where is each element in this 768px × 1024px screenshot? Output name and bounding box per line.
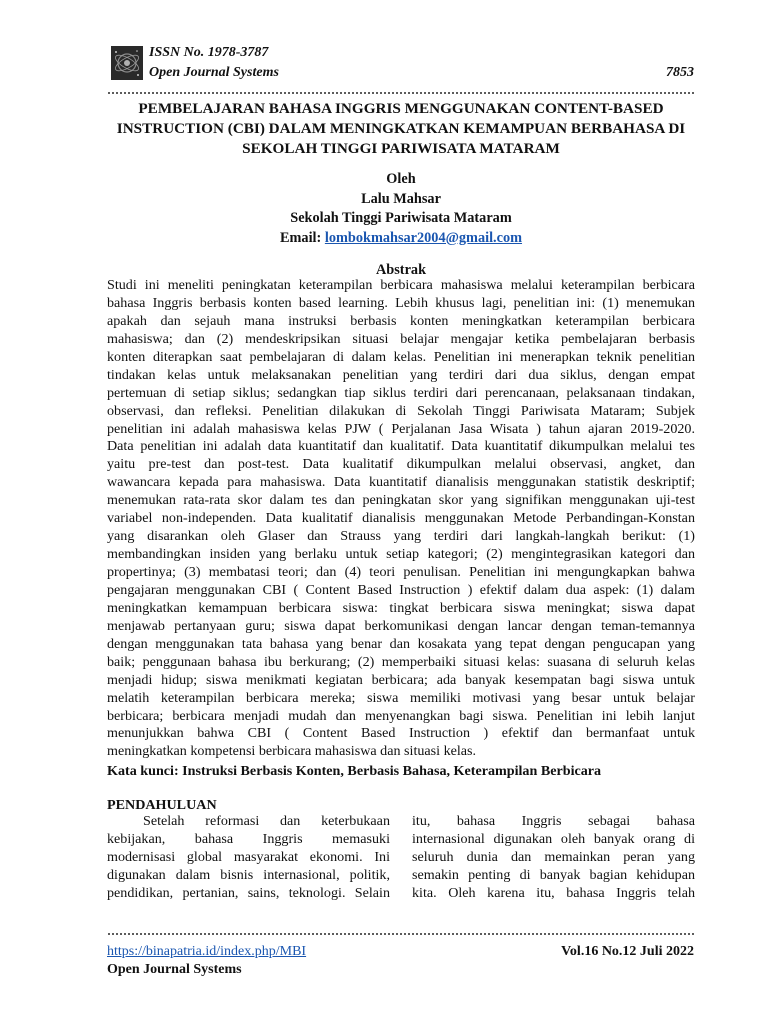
oleh-label: Oleh — [386, 171, 416, 187]
text-line: internasional digunakan oleh banyak orang di — [412, 830, 695, 847]
text-line: propertinya; (3) membatasi teori; dan (4) teori penulisan. Penelitian ini mengungkapkan bahwa — [107, 564, 695, 580]
text-line: itu, bahasa Inggris sebagai bahasa — [412, 813, 695, 829]
abstract-body — [107, 277, 695, 761]
text-line: pengajaran menggunakan CBI ( Content Based Instruction ) efektif dalam dua aspek: (1) dalam — [107, 581, 695, 598]
author-block — [107, 170, 695, 248]
journal-url-link[interactable]: https://binapatria.id/index.php/MBI — [107, 944, 307, 959]
journal-logo-icon — [111, 46, 143, 80]
text-line: meningkatkan kompetensi berbicara mahasiswa dan situasi kelas. — [107, 743, 477, 760]
footer-divider — [107, 932, 695, 936]
text-line: Data penelitian ini adalah data kuantitatif dan kualitatif. Data kuantitatif dikumpulkan melalui tes — [107, 438, 695, 455]
volume-info: Vol.16 No.12 Juli 2022 — [561, 944, 694, 959]
right-column — [412, 813, 695, 903]
author-affiliation: Sekolah Tinggi Pariwisata Mataram — [290, 210, 512, 227]
text-line: pendidikan, pertanian, sains, teknologi. Selain — [107, 884, 390, 901]
text-line: pertemuan di setiap siklus; sedangkan tiap siklus terdiri dari perencanaan, pelaksanaan tindakan, — [107, 384, 695, 401]
author-name: Lalu Mahsar — [361, 190, 441, 207]
email-label: Email: — [279, 229, 322, 246]
keywords: Kata kunci: Instruksi Berbasis Konten, Berbasis Bahasa, Keterampilan Berbicara — [107, 763, 602, 779]
text-line: dengan menggunakan tata bahasa yang benar dan kosakata yang tepat dengan pengucapan yang — [107, 635, 695, 652]
text-line: menemukan rata-rata skor dalam tes dan peningkatan skor yang signifikan menggunakan uji-test — [107, 492, 695, 509]
journal-name-header: Open Journal Systems — [149, 65, 279, 80]
text-line: observasi, dan refleksi. Penelitian dilakukan di Sekolah Tinggi Pariwisata Mataram; Subjek — [107, 402, 695, 419]
text-line: digunakan dalam bisnis internasional, politik, — [107, 866, 390, 883]
title-line: PEMBELAJARAN BAHASA INGGRIS MENGGUNAKAN CONTENT-BASED — [138, 100, 664, 117]
issn-label: ISSN No. 1978-3787 — [149, 45, 269, 60]
text-line: apakah dan sejauh mana instruksi berbasis konten meningkatkan keterampilan berbicara — [107, 312, 695, 329]
text-line: mahasiswa; dan (2) mendeskripsikan situasi belajar mengajar ketika pembelajaran berbasis — [107, 330, 695, 347]
text-line: kebijakan, bahasa Inggris memasuki — [107, 830, 390, 847]
section-heading: PENDAHULUAN — [107, 797, 217, 813]
text-line: menunjukkan bahwa CBI ( Content Based Instruction ) efektif dan bermanfaat untuk — [107, 725, 695, 742]
left-column — [107, 813, 390, 903]
email-link[interactable]: lombokmahsar2004@gmail.com — [324, 229, 523, 246]
text-line: tindakan kelas untuk melaksanakan penelitian yang terdiri dari dua siklus, dengan empat — [107, 366, 695, 383]
text-line: kita. Oleh karena itu, bahasa Inggris telah — [412, 884, 695, 901]
page-number: 7853 — [666, 65, 694, 80]
email-row — [107, 229, 695, 249]
text-line: variabel non-independen. Data kualitatif dianalisis menggunakan Metode Perbandingan-Konstan — [107, 510, 695, 527]
text-line: baik; penggunaan bahasa ibu berkurang; (2) memperbaiki situasi kelas: suasana di seluruh kelas — [107, 653, 695, 670]
journal-name-footer: Open Journal Systems — [107, 962, 242, 977]
text-line: modernisasi global masyarakat ekonomi. Ini — [107, 848, 390, 865]
header-divider — [107, 91, 695, 95]
abstract-heading: Abstrak — [375, 262, 427, 278]
text-line: seluruh dunia dan memainkan peran yang — [412, 848, 695, 865]
title-line: INSTRUCTION (CBI) DALAM MENINGKATKAN KEMAMPUAN BERBAHASA DI — [116, 120, 686, 137]
text-line: Setelah reformasi dan keterbukaan — [143, 813, 390, 829]
text-line: konten diterapkan saat pembelajaran di dalam kelas. Penelitian ini menerapkan teknik penelitian — [107, 348, 695, 365]
text-line: penelitian ini adalah mahasiswa kelas PJW ( Perjalanan Jasa Wisata ) tahun ajaran 2019-2020. — [107, 420, 695, 437]
text-line: menjadi hidup; siswa menikmati kegiatan berbicara; ada banyak kesempatan bagi siswa untuk — [107, 671, 695, 688]
text-line: menjawab pertanyaan guru; siswa dapat berkomunikasi dengan lancar dengan teman-temannya — [107, 617, 695, 634]
text-line: meningkatkan kemampuan berbicara siswa: tingkat berbicara siswa meningkat; siswa dapat — [107, 599, 695, 616]
title-line: SEKOLAH TINGGI PARIWISATA MATARAM — [242, 140, 560, 157]
text-line: membandingkan insiden yang berlaku untuk setiap kategori; (2) mengintegrasikan kategori dan — [107, 546, 695, 563]
text-line: berbicara; berbicara menjadi mudah dan menyenangkan bagi siswa. Penelitian ini lebih lanjut — [107, 707, 695, 724]
text-line: melatih keterampilan berbicara mereka; siswa memiliki motivasi yang besar untuk belajar — [107, 689, 695, 706]
text-line: yaitu pre-test dan post-test. Data kualitatif dikumpulkan melalui observasi, angket, dan — [107, 456, 695, 473]
paper-title — [107, 99, 695, 159]
text-line: wawancara kepada para mahasiswa. Data kuantitatif dianalisis menggunakan statistik deskriptif; — [107, 474, 695, 491]
text-line: yang disarankan oleh Glaser dan Strauss yang terdiri dari langkah-langkah berikut: (1) — [107, 528, 695, 545]
text-line: Studi ini meneliti peningkatan keterampilan berbicara mahasiswa melalui keterampilan berbicara — [107, 277, 695, 293]
text-line: semakin penting di banyak bagian kehidupan — [412, 866, 695, 883]
text-line: bahasa Inggris berbasis konten based learning. Lebih khusus lagi, penelitian ini: (1) menemukan — [107, 294, 695, 311]
